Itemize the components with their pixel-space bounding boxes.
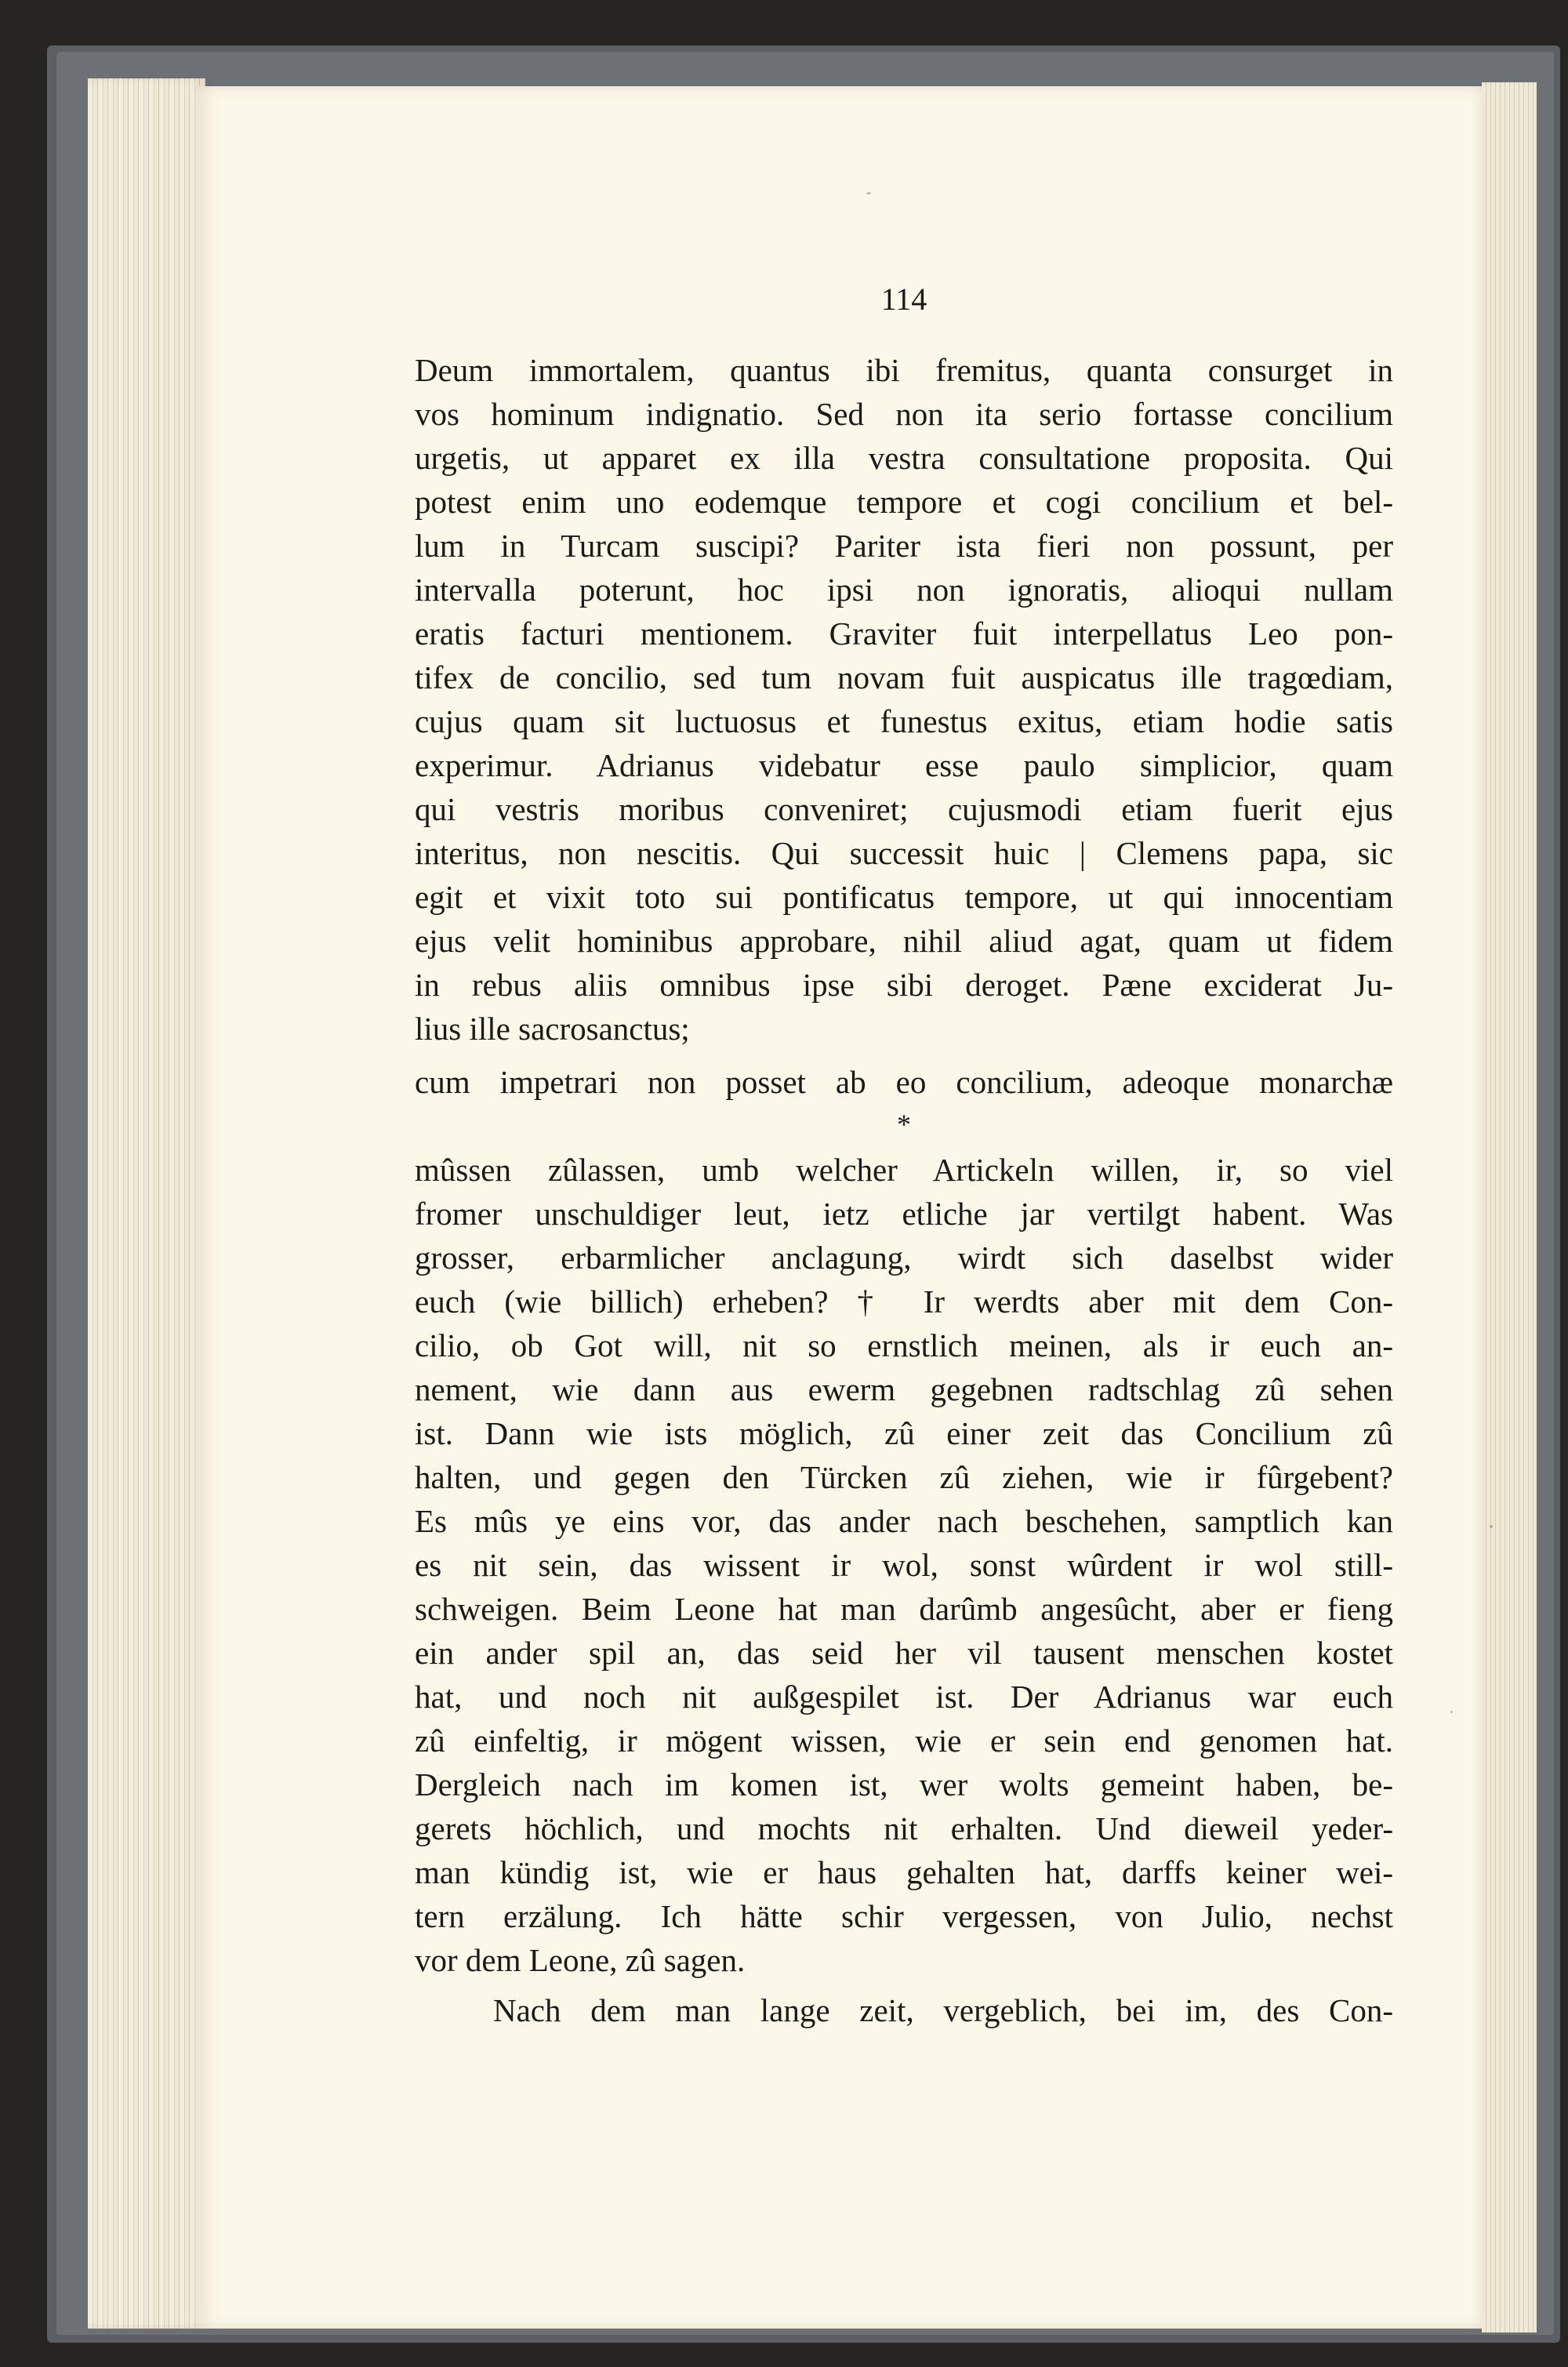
german-line: gerets höchlich, und mochts nit erhalten. Und dieweil yeder-	[415, 1810, 1393, 1846]
german-line: cilio, ob Got will, nit so ernstlich meinen, als ir euch an-	[415, 1327, 1393, 1363]
left-page-edges	[88, 78, 205, 2329]
latin-line: cum impetrari non posset ab eo concilium, adeoque monarchæ	[415, 1064, 1393, 1100]
latin-line: eratis facturi mentionem. Graviter fuit interpellatus Leo pon-	[415, 615, 1393, 652]
german-line: tern erzälung. Ich hätte schir vergessen, von Julio, nechst	[415, 1898, 1393, 1934]
german-line: es nit sein, das wissent ir wol, sonst wûrdent ir wol still-	[415, 1547, 1393, 1583]
latin-line: potest enim uno eodemque tempore et cogi concilium et bel-	[415, 484, 1393, 520]
german-line: schweigen. Beim Leone hat man darûmb angesûcht, aber er fieng	[415, 1591, 1393, 1627]
german-line: grosser, erbarmlicher anclagung, wirdt sich daselbst wider	[415, 1240, 1393, 1276]
latin-line: qui vestris moribus conveniret; cujusmodi etiam fuerit ejus	[415, 791, 1393, 827]
latin-line: lum in Turcam suscipi? Pariter ista fieri non possunt, per	[415, 528, 1393, 564]
ink-speck	[1490, 1525, 1493, 1528]
latin-line: tifex de concilio, sed tum novam fuit auspicatus ille tragœdiam,	[415, 659, 1393, 695]
ink-speck	[1450, 1711, 1453, 1713]
latin-line: egit et vixit toto sui pontificatus tempore, ut qui innocentiam	[415, 879, 1393, 915]
latin-line: lius ille sacrosanctus;	[415, 1011, 690, 1047]
latin-line: urgetis, ut apparet ex illa vestra consultatione proposita. Qui	[415, 440, 1393, 476]
page-number: 114	[880, 281, 927, 317]
latin-line: ejus velit hominibus approbare, nihil aliud agat, quam ut fidem	[415, 923, 1393, 959]
german-line: ein ander spil an, das seid her vil tausent menschen kostet	[415, 1635, 1393, 1671]
right-page-edges	[1482, 82, 1537, 2333]
german-line: euch (wie billich) erheben? † Ir werdts aber mit dem Con-	[415, 1283, 1393, 1320]
latin-line: experimur. Adrianus videbatur esse paulo simplicior, quam	[415, 747, 1393, 783]
german-line: nement, wie dann aus ewerm gegebnen radtschlag zû sehen	[415, 1371, 1393, 1407]
german-line: ist. Dann wie ists möglich, zû einer zeit das Concilium zû	[415, 1415, 1393, 1451]
latin-line: vos hominum indignatio. Sed non ita serio fortasse concilium	[415, 396, 1393, 432]
german-line: vor dem Leone, zû sagen.	[415, 1942, 746, 1978]
latin-line: Deum immortalem, quantus ibi fremitus, quanta consurget in	[415, 352, 1393, 388]
german-line: hat, und noch nit außgespilet ist. Der Adrianus war euch	[415, 1679, 1393, 1715]
german-line: Es mûs ye eins vor, das ander nach beschehen, samptlich kan	[415, 1503, 1393, 1539]
german-line: Nach dem man lange zeit, vergeblich, bei im, des Con-	[493, 1992, 1393, 2028]
latin-line: cujus quam sit luctuosus et funestus exitus, etiam hodie satis	[415, 703, 1393, 739]
german-line: man kündig ist, wie er haus gehalten hat, darffs keiner wei-	[415, 1854, 1393, 1890]
latin-line: in rebus aliis omnibus ipse sibi deroget. Pæne exciderat Ju-	[415, 967, 1393, 1003]
german-line: fromer unschuldiger leut, ietz etliche jar vertilgt habent. Was	[415, 1196, 1393, 1232]
latin-line: interitus, non nescitis. Qui successit huic | Clemens papa, sic	[415, 835, 1393, 871]
german-line: zû einfeltig, ir mögent wissen, wie er sein end genomen hat.	[415, 1723, 1393, 1759]
german-line: mûssen zûlassen, umb welcher Artickeln willen, ir, so viel	[415, 1152, 1393, 1188]
ink-speck	[866, 192, 871, 194]
german-line: halten, und gegen den Türcken zû ziehen, wie ir fûrgebent?	[415, 1459, 1393, 1495]
section-separator: *	[897, 1109, 911, 1140]
german-line: Dergleich nach im komen ist, wer wolts gemeint haben, be-	[415, 1766, 1393, 1802]
latin-line: intervalla poterunt, hoc ipsi non ignoratis, alioqui nullam	[415, 572, 1393, 608]
